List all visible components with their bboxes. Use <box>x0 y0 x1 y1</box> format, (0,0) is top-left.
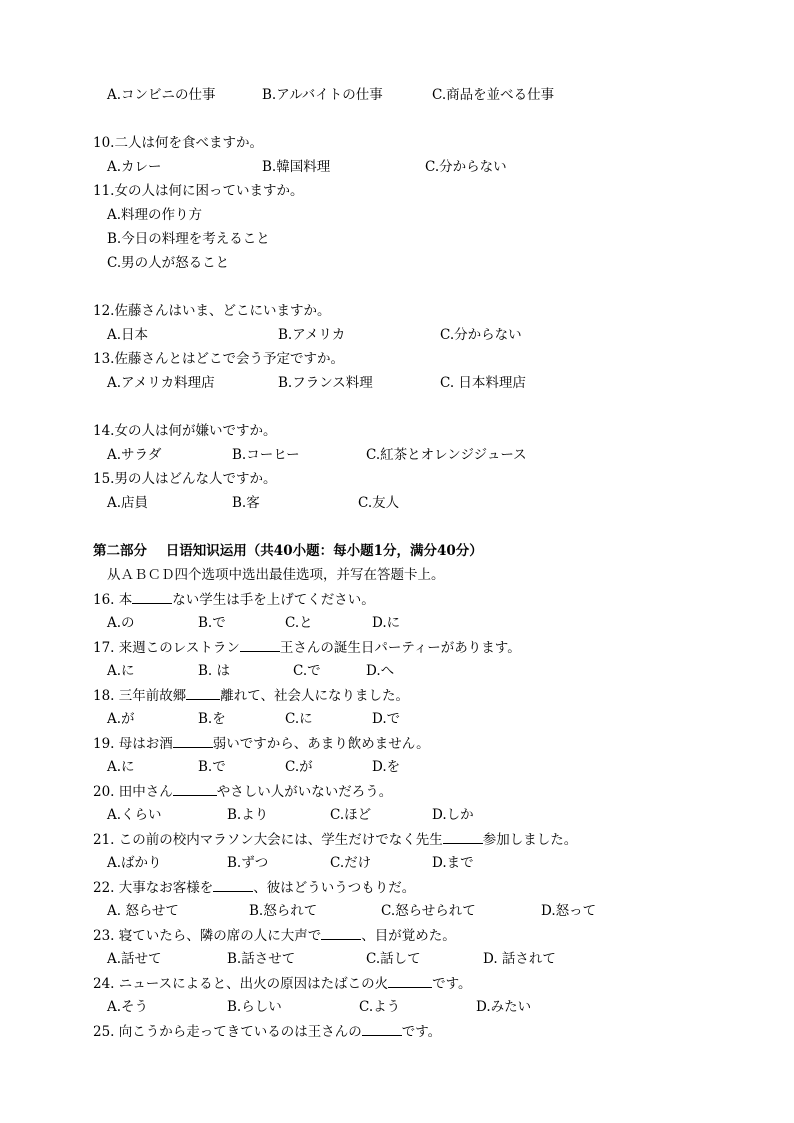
q17-text-before: 17. 来週このレストラン <box>93 640 240 656</box>
q19-option-c: C.が <box>285 759 313 775</box>
q13-option-b: B.フランス料理 <box>278 375 373 391</box>
q15-option-a: A.店員 <box>107 495 149 511</box>
q10-option-a: A.カレー <box>107 159 162 175</box>
q19-text-before: 19. 母はお酒 <box>93 736 173 752</box>
q15-stem: 15.男の人はどんな人ですか。 <box>93 471 277 487</box>
q19-stem <box>93 734 430 753</box>
q21-option-c: C.だけ <box>330 855 372 871</box>
q11-stem: 11.女の人は何に困っていますか。 <box>93 183 304 199</box>
q13-stem: 13.佐藤さんとはどこで会う予定ですか。 <box>93 351 344 367</box>
answer-blank <box>321 926 361 940</box>
q18-stem <box>93 686 409 705</box>
q24-option-a: A.そう <box>107 999 149 1015</box>
q20-text-after: やさしい人がいないだろう。 <box>216 784 393 800</box>
q9-option-c: C.商品を並べる仕事 <box>432 87 555 103</box>
q18-text-after: 離れて、社会人になりました。 <box>220 688 409 704</box>
q24-text-after: です。 <box>432 976 472 992</box>
q24-option-c: C.よう <box>359 999 401 1015</box>
q12-option-c: C.分からない <box>440 327 522 343</box>
q15-option-b: B.客 <box>232 495 260 511</box>
q23-option-a: A.話せて <box>107 951 162 967</box>
q23-option-c: C.話して <box>366 951 421 967</box>
q22-text-before: 22. 大事なお客様を <box>93 880 214 896</box>
answer-blank <box>362 1022 402 1036</box>
q18-option-d: D.で <box>372 711 401 727</box>
q17-option-b: B. は <box>198 663 231 679</box>
q11-option-a: A.料理の作り方 <box>107 207 203 223</box>
q20-option-c: C.ほど <box>330 807 372 823</box>
q12-option-b: B.アメリカ <box>278 327 346 343</box>
q16-text-after: ない学生は手を上げてください。 <box>172 592 375 608</box>
q17-text-after: 王さんの誕生日パーティーがあります。 <box>279 640 521 656</box>
q10-stem: 10.二人は何を食べますか。 <box>93 135 263 151</box>
q10-option-c: C.分からない <box>425 159 507 175</box>
q15-option-c: C.友人 <box>358 495 400 511</box>
q11-option-c: C.男の人が怒ること <box>107 255 230 271</box>
q23-stem <box>93 926 456 945</box>
q21-option-d: D.まで <box>432 855 474 871</box>
answer-blank <box>173 734 213 748</box>
q14-option-b: B.コーヒー <box>232 447 300 463</box>
q19-option-d: D.を <box>372 759 401 775</box>
q24-text-before: 24. ニュースによると、出火の原因はたばこの火 <box>93 976 389 992</box>
q17-option-c: C.で <box>293 663 321 679</box>
q22-option-d: D.怒って <box>541 903 597 919</box>
q21-option-b: B.ずつ <box>227 855 269 871</box>
q23-text-after: 、目が覚めた。 <box>361 928 456 944</box>
answer-blank <box>186 686 220 700</box>
answer-blank <box>388 974 432 988</box>
q22-option-a: A. 怒らせて <box>107 903 179 919</box>
answer-blank <box>173 782 217 796</box>
q24-option-d: D.みたい <box>476 999 532 1015</box>
q18-text-before: 18. 三年前故郷 <box>93 688 187 704</box>
answer-blank <box>132 590 172 604</box>
q13-option-a: A.アメリカ料理店 <box>107 375 215 391</box>
q14-stem: 14.女の人は何が嫌いですか。 <box>93 423 277 439</box>
q17-option-a: A.に <box>107 663 135 679</box>
q9-option-b: B.アルバイトの仕事 <box>262 87 383 103</box>
q22-stem <box>93 878 415 897</box>
q18-option-c: C.に <box>285 711 313 727</box>
q17-option-d: D.へ <box>366 663 395 679</box>
section2-heading: 第二部分 日语知识运用（共40小题：每小题1分，满分40分） <box>93 543 483 559</box>
q19-option-a: A.に <box>107 759 135 775</box>
q20-option-b: B.より <box>227 807 269 823</box>
q10-option-b: B.韓国料理 <box>262 159 331 175</box>
q21-text-before: 21. この前の校内マラソン大会には、学生だけでなく先生 <box>93 832 443 848</box>
q22-option-b: B.怒られて <box>249 903 318 919</box>
q14-option-a: A.サラダ <box>107 447 162 463</box>
q21-stem <box>93 830 577 849</box>
q19-text-after: 弱いですから、あまり飲めません。 <box>212 736 430 752</box>
q14-option-c: C.紅茶とオレンジジュース <box>366 447 527 463</box>
q25-stem <box>93 1022 441 1041</box>
q19-option-b: B.で <box>198 759 226 775</box>
q23-option-d: D. 話されて <box>483 951 556 967</box>
q17-stem <box>93 638 521 657</box>
q18-option-b: B.を <box>198 711 226 727</box>
q16-option-c: C.と <box>285 615 313 631</box>
q20-option-d: D.しか <box>432 807 474 823</box>
q11-option-b: B.今日の料理を考えること <box>107 231 270 247</box>
q20-text-before: 20. 田中さん <box>93 784 173 800</box>
q20-option-a: A.くらい <box>107 807 162 823</box>
q16-text-before: 16. 本 <box>93 592 133 608</box>
q25-text-before: 25. 向こうから走ってきているのは王さんの <box>93 1024 362 1040</box>
q18-option-a: A.が <box>107 711 135 727</box>
q16-option-d: D.に <box>372 615 401 631</box>
q9-option-a: A.コンビニの仕事 <box>107 87 216 103</box>
q24-option-b: B.らしい <box>227 999 282 1015</box>
q22-option-c: C.怒らせられて <box>381 903 476 919</box>
answer-blank <box>240 638 280 652</box>
q22-text-after: 、彼はどういうつもりだ。 <box>253 880 416 896</box>
q12-stem: 12.佐藤さんはいま、どこにいますか。 <box>93 303 331 319</box>
q20-stem <box>93 782 392 801</box>
q23-text-before: 23. 寝ていたら、隣の席の人に大声で <box>93 928 322 944</box>
answer-blank <box>443 830 483 844</box>
q23-option-b: B.話させて <box>227 951 296 967</box>
answer-blank <box>213 878 253 892</box>
q16-option-a: A.の <box>107 615 135 631</box>
q13-option-c: C. 日本料理店 <box>440 375 526 391</box>
section2-instruction: 从ＡＢＣＤ四个选项中选出最佳选项，并写在答题卡上。 <box>107 567 445 583</box>
q21-option-a: A.ばかり <box>107 855 162 871</box>
q12-option-a: A.日本 <box>107 327 149 343</box>
q16-stem <box>93 590 375 609</box>
q24-stem <box>93 974 472 993</box>
q16-option-b: B.で <box>198 615 226 631</box>
q25-text-after: です。 <box>401 1024 442 1040</box>
q21-text-after: 参加しました。 <box>482 832 578 848</box>
